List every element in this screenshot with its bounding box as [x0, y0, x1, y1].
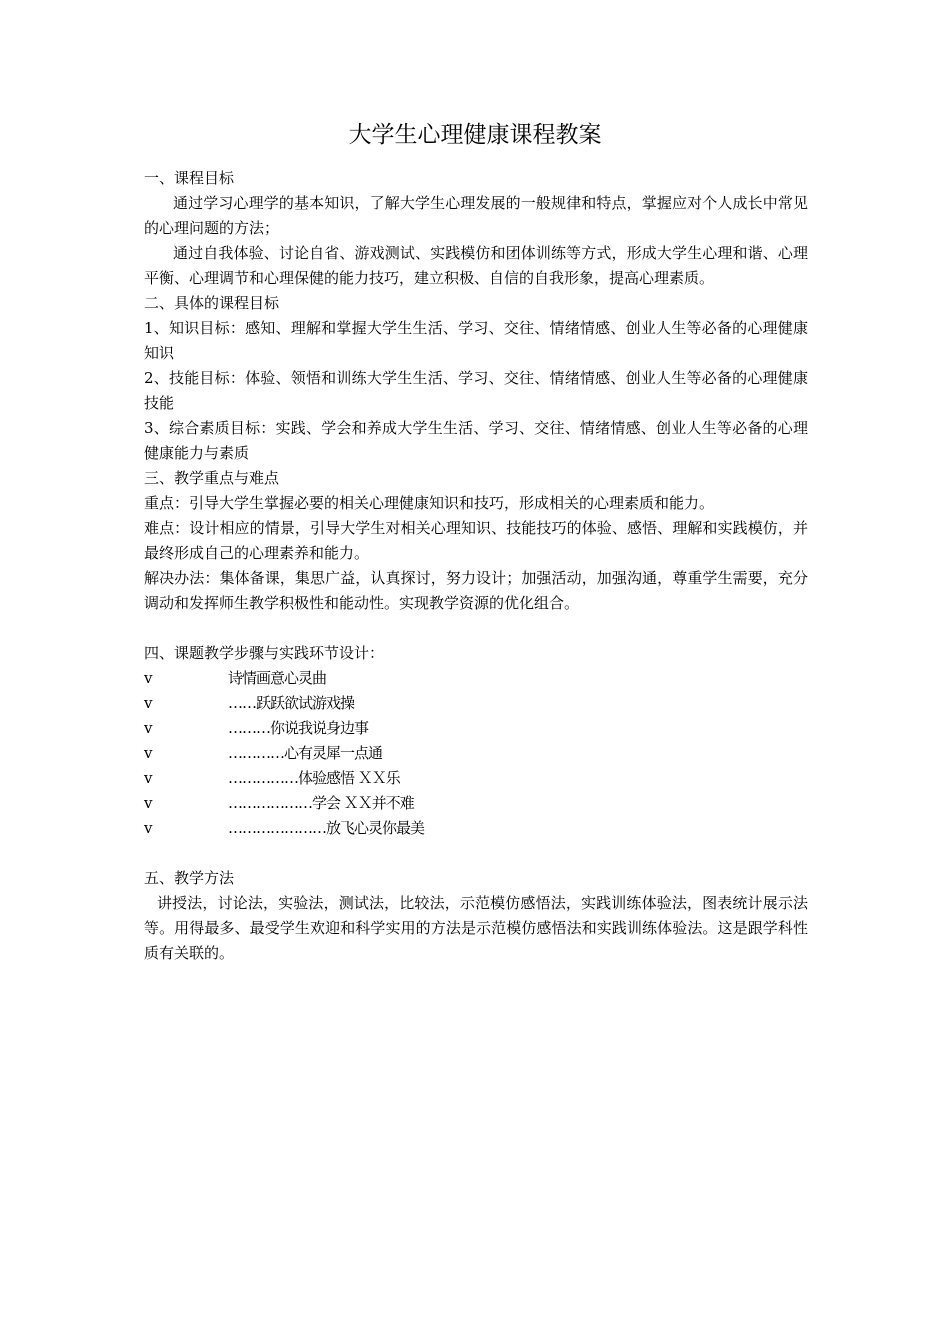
step-text: ……跃跃欲试游戏操: [228, 694, 355, 712]
step-text: 诗情画意心灵曲: [228, 669, 327, 687]
step-item: [144, 716, 808, 741]
step-marker: v: [144, 794, 153, 812]
document-body: [144, 166, 808, 966]
section5-heading: 五、教学方法: [144, 869, 235, 887]
blank-line: [144, 616, 808, 641]
step-item: [144, 791, 808, 816]
section3-key-point: 重点：引导大学生掌握必要的相关心理健康知识和技巧，形成相关的心理素质和能力。: [144, 494, 715, 512]
section2-item-3: 3、综合素质目标：实践、学会和养成大学生生活、学习、交往、情绪情感、创业人生等必备的心理健康能力与素质: [144, 419, 808, 462]
step-marker: v: [144, 719, 153, 737]
section5-paragraph: 讲授法，讨论法，实验法，测试法，比较法，示范模仿感悟法，实践训练体验法，图表统计展示法等。用得最多、最受学生欢迎和科学实用的方法是示范模仿感悟法和实践训练体验法。这是跟学科性质有关联的。: [144, 894, 808, 962]
section3-solution: 解决办法：集体备课，集思广益，认真探讨，努力设计；加强活动，加强沟通，尊重学生需要，充分调动和发挥师生教学积极性和能动性。实现教学资源的优化组合。: [144, 569, 808, 612]
section2-item-1: 1、知识目标：感知、理解和掌握大学生生活、学习、交往、情绪情感、创业人生等必备的心理健康知识: [144, 319, 808, 362]
step-text: ………………学会 ＸＸ并不难: [228, 794, 414, 812]
step-item: [144, 766, 808, 791]
section4-heading: 四、课题教学步骤与实践环节设计：: [144, 644, 385, 662]
step-marker: v: [144, 669, 153, 687]
section1-paragraph-2: 通过自我体验、讨论自省、游戏测试、实践模仿和团体训练等方式，形成大学生心理和谐、心理平衡、心理调节和心理保健的能力技巧，建立积极、自信的自我形象，提高心理素质。: [144, 244, 808, 287]
section1-paragraph-1: 通过学习心理学的基本知识，了解大学生心理发展的一般规律和特点，掌握应对个人成长中常见的心理问题的方法；: [144, 194, 808, 237]
section1-heading: 一、课程目标: [144, 169, 235, 187]
document-title: 大学生心理健康课程教案: [348, 122, 602, 148]
step-text: ……………体验感悟 ＸＸ乐: [228, 769, 400, 787]
step-marker: v: [144, 769, 153, 787]
step-item: [144, 741, 808, 766]
step-item: [144, 816, 808, 841]
step-text: …………………放飞心灵你最美: [228, 819, 425, 837]
section2-item-2: 2、技能目标：体验、领悟和训练大学生生活、学习、交往、情绪情感、创业人生等必备的心理健康技能: [144, 369, 808, 412]
step-marker: v: [144, 694, 153, 712]
step-marker: v: [144, 819, 153, 837]
step-text: ………你说我说身边事: [228, 719, 369, 737]
section3-difficulty: 难点：设计相应的情景，引导大学生对相关心理知识、技能技巧的体验、感悟、理解和实践模仿，并最终形成自己的心理素养和能力。: [144, 519, 808, 562]
section3-heading: 三、教学重点与难点: [144, 469, 280, 487]
step-text: …………心有灵犀一点通: [228, 744, 383, 762]
step-item: [144, 666, 808, 691]
blank-line: [144, 841, 808, 866]
step-marker: v: [144, 744, 153, 762]
step-item: [144, 691, 808, 716]
section2-heading: 二、具体的课程目标: [144, 294, 280, 312]
